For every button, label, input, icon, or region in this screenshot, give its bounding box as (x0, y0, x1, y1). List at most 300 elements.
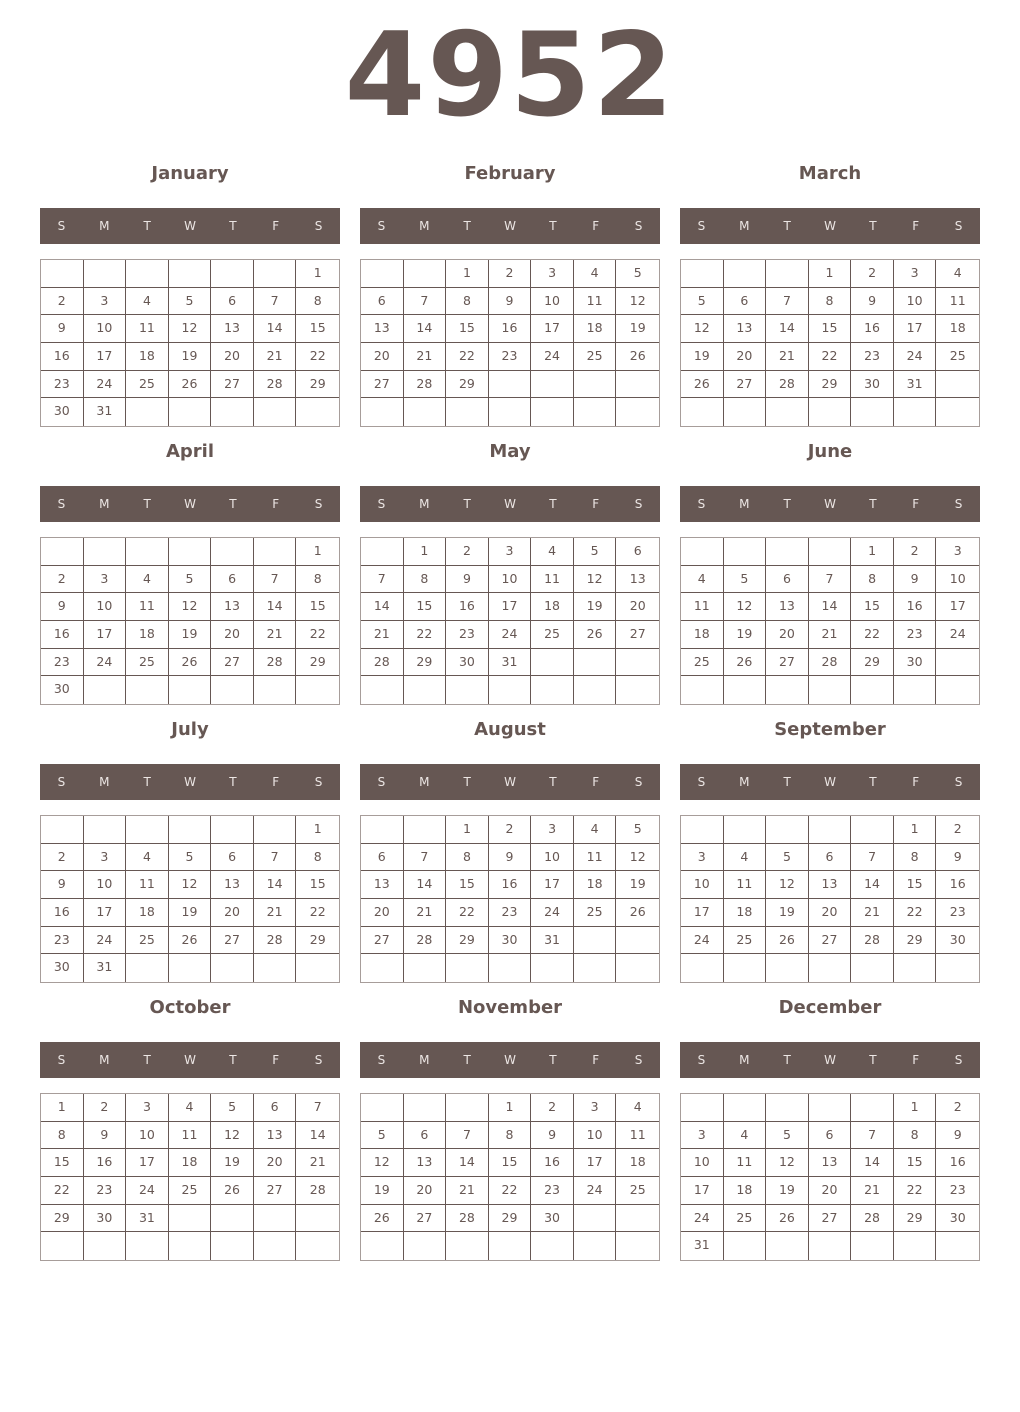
day-cell: 10 (84, 871, 127, 899)
day-cell: 16 (851, 315, 894, 343)
day-cell: 6 (211, 288, 254, 316)
empty-day-cell (936, 398, 979, 426)
day-cell: 21 (254, 343, 297, 371)
weekday-label: S (377, 775, 386, 789)
day-cell: 7 (404, 288, 447, 316)
day-cell: 1 (446, 260, 489, 288)
day-cell: 12 (211, 1122, 254, 1150)
day-cell: 22 (809, 343, 852, 371)
weekday-label: W (184, 497, 196, 511)
day-grid (360, 259, 660, 427)
day-cell: 22 (894, 1177, 937, 1205)
day-cell: 30 (894, 649, 937, 677)
weekday-label: T (869, 497, 877, 511)
day-cell: 7 (254, 288, 297, 316)
day-cell: 17 (84, 899, 127, 927)
month-title: September (774, 719, 886, 740)
day-cell: 14 (851, 1149, 894, 1177)
empty-day-cell (404, 1232, 447, 1260)
day-cell: 7 (404, 844, 447, 872)
day-cell: 26 (766, 927, 809, 955)
day-cell: 14 (766, 315, 809, 343)
day-cell: 17 (574, 1149, 617, 1177)
day-cell: 18 (681, 621, 724, 649)
day-cell: 18 (574, 871, 617, 899)
weekday-label: F (912, 219, 920, 233)
day-cell: 9 (489, 844, 532, 872)
day-cell: 18 (936, 315, 979, 343)
day-cell: 21 (851, 899, 894, 927)
day-cell: 10 (681, 871, 724, 899)
day-cell: 8 (809, 288, 852, 316)
day-cell: 5 (766, 844, 809, 872)
day-cell: 9 (531, 1122, 574, 1150)
day-cell: 10 (126, 1122, 169, 1150)
weekday-label: T (463, 497, 471, 511)
weekday-label: M (739, 219, 750, 233)
day-cell: 17 (126, 1149, 169, 1177)
day-cell: 29 (809, 371, 852, 399)
day-cell: 24 (84, 371, 127, 399)
day-cell: 2 (446, 538, 489, 566)
weekday-label: S (57, 1053, 66, 1067)
empty-day-cell (41, 816, 84, 844)
day-cell: 8 (404, 566, 447, 594)
day-cell: 30 (84, 1205, 127, 1233)
weekday-label: T (549, 219, 557, 233)
day-cell: 25 (936, 343, 979, 371)
day-cell: 4 (169, 1094, 212, 1122)
empty-day-cell (169, 398, 212, 426)
empty-day-cell (169, 538, 212, 566)
day-cell: 24 (894, 343, 937, 371)
empty-day-cell (254, 816, 297, 844)
day-cell: 21 (851, 1177, 894, 1205)
day-cell: 5 (766, 1122, 809, 1150)
day-cell: 21 (296, 1149, 339, 1177)
empty-day-cell (766, 816, 809, 844)
empty-day-cell (254, 1205, 297, 1233)
weekday-label: T (143, 497, 151, 511)
weekday-label: M (99, 497, 110, 511)
empty-day-cell (766, 538, 809, 566)
day-cell: 24 (84, 927, 127, 955)
weekday-label: M (99, 219, 110, 233)
day-cell: 8 (296, 844, 339, 872)
empty-day-cell (169, 260, 212, 288)
day-cell: 3 (681, 844, 724, 872)
day-cell: 7 (446, 1122, 489, 1150)
day-cell: 1 (894, 816, 937, 844)
day-cell: 11 (681, 593, 724, 621)
day-cell: 27 (404, 1205, 447, 1233)
day-cell: 29 (851, 649, 894, 677)
day-cell: 29 (404, 649, 447, 677)
weekday-label: S (377, 219, 386, 233)
day-cell: 31 (84, 954, 127, 982)
empty-day-cell (84, 816, 127, 844)
weekday-label: T (549, 1053, 557, 1067)
weekday-label: M (739, 775, 750, 789)
empty-day-cell (169, 676, 212, 704)
weekday-label: F (592, 497, 600, 511)
month-title: May (489, 441, 531, 462)
day-cell: 28 (809, 649, 852, 677)
empty-day-cell (254, 260, 297, 288)
day-cell: 22 (404, 621, 447, 649)
weekday-label: T (783, 497, 791, 511)
day-grid (680, 537, 980, 705)
empty-day-cell (361, 538, 404, 566)
day-cell: 25 (126, 927, 169, 955)
day-cell: 10 (574, 1122, 617, 1150)
day-cell: 30 (489, 927, 532, 955)
month-title: November (457, 997, 563, 1018)
empty-day-cell (574, 1205, 617, 1233)
weekday-label: S (377, 1053, 386, 1067)
day-cell: 8 (894, 1122, 937, 1150)
day-cell: 28 (296, 1177, 339, 1205)
year-title: 4952 (344, 8, 676, 143)
weekday-label: W (824, 497, 836, 511)
day-cell: 13 (211, 593, 254, 621)
day-cell: 14 (809, 593, 852, 621)
day-cell: 31 (531, 927, 574, 955)
day-cell: 27 (361, 927, 404, 955)
day-cell: 25 (126, 371, 169, 399)
month-title: July (171, 719, 209, 740)
weekday-label: F (272, 497, 280, 511)
weekday-header (40, 208, 340, 244)
empty-day-cell (681, 260, 724, 288)
day-cell: 12 (766, 1149, 809, 1177)
day-cell: 6 (211, 566, 254, 594)
day-grid (680, 259, 980, 427)
day-cell: 27 (254, 1177, 297, 1205)
day-cell: 2 (41, 288, 84, 316)
day-cell: 30 (41, 398, 84, 426)
day-cell: 24 (126, 1177, 169, 1205)
day-cell: 15 (296, 871, 339, 899)
day-cell: 19 (169, 343, 212, 371)
weekday-header (680, 1042, 980, 1078)
day-cell: 1 (296, 538, 339, 566)
empty-day-cell (724, 954, 767, 982)
weekday-label: M (99, 1053, 110, 1067)
day-cell: 15 (809, 315, 852, 343)
weekday-label: S (697, 497, 706, 511)
day-cell: 11 (936, 288, 979, 316)
day-cell: 2 (531, 1094, 574, 1122)
day-cell: 18 (169, 1149, 212, 1177)
day-cell: 5 (169, 288, 212, 316)
empty-day-cell (574, 649, 617, 677)
weekday-header (680, 764, 980, 800)
day-cell: 5 (574, 538, 617, 566)
weekday-label: T (143, 219, 151, 233)
day-cell: 6 (809, 1122, 852, 1150)
empty-day-cell (41, 1232, 84, 1260)
day-cell: 24 (936, 621, 979, 649)
day-cell: 3 (84, 566, 127, 594)
day-cell: 30 (446, 649, 489, 677)
empty-day-cell (851, 816, 894, 844)
day-cell: 13 (361, 871, 404, 899)
day-cell: 21 (404, 899, 447, 927)
empty-day-cell (531, 649, 574, 677)
day-cell: 12 (169, 593, 212, 621)
empty-day-cell (84, 538, 127, 566)
day-cell: 8 (296, 566, 339, 594)
weekday-label: W (824, 1053, 836, 1067)
empty-day-cell (254, 538, 297, 566)
day-cell: 6 (766, 566, 809, 594)
day-cell: 15 (489, 1149, 532, 1177)
day-cell: 13 (211, 315, 254, 343)
empty-day-cell (894, 954, 937, 982)
day-cell: 16 (531, 1149, 574, 1177)
day-cell: 14 (254, 315, 297, 343)
day-cell: 27 (766, 649, 809, 677)
day-cell: 23 (489, 343, 532, 371)
empty-day-cell (169, 954, 212, 982)
day-cell: 4 (936, 260, 979, 288)
weekday-label: F (912, 775, 920, 789)
empty-day-cell (211, 1205, 254, 1233)
day-cell: 29 (446, 927, 489, 955)
empty-day-cell (724, 538, 767, 566)
day-cell: 4 (616, 1094, 659, 1122)
empty-day-cell (489, 954, 532, 982)
empty-day-cell (254, 676, 297, 704)
day-cell: 18 (724, 1177, 767, 1205)
day-cell: 14 (404, 315, 447, 343)
day-cell: 2 (936, 1094, 979, 1122)
empty-day-cell (404, 676, 447, 704)
weekday-label: W (504, 775, 516, 789)
empty-day-cell (616, 927, 659, 955)
empty-day-cell (851, 954, 894, 982)
day-cell: 8 (446, 288, 489, 316)
day-cell: 8 (894, 844, 937, 872)
day-cell: 12 (169, 315, 212, 343)
empty-day-cell (254, 954, 297, 982)
day-cell: 17 (681, 1177, 724, 1205)
day-cell: 21 (766, 343, 809, 371)
day-cell: 10 (489, 566, 532, 594)
day-cell: 14 (404, 871, 447, 899)
day-cell: 20 (211, 343, 254, 371)
day-cell: 24 (489, 621, 532, 649)
empty-day-cell (126, 1232, 169, 1260)
month-title: December (778, 997, 882, 1018)
empty-day-cell (724, 1232, 767, 1260)
day-cell: 13 (361, 315, 404, 343)
day-cell: 20 (809, 1177, 852, 1205)
empty-day-cell (126, 954, 169, 982)
day-cell: 22 (446, 343, 489, 371)
day-cell: 24 (681, 1205, 724, 1233)
day-cell: 18 (574, 315, 617, 343)
weekday-label: S (634, 1053, 643, 1067)
day-cell: 11 (724, 871, 767, 899)
day-cell: 22 (296, 621, 339, 649)
day-grid (360, 537, 660, 705)
empty-day-cell (766, 1094, 809, 1122)
empty-day-cell (681, 1094, 724, 1122)
empty-day-cell (809, 538, 852, 566)
day-cell: 3 (894, 260, 937, 288)
day-cell: 5 (616, 816, 659, 844)
empty-day-cell (41, 260, 84, 288)
day-cell: 1 (489, 1094, 532, 1122)
day-cell: 2 (894, 538, 937, 566)
day-cell: 28 (254, 649, 297, 677)
day-cell: 24 (531, 343, 574, 371)
weekday-label: S (954, 497, 963, 511)
day-cell: 23 (489, 899, 532, 927)
day-cell: 20 (254, 1149, 297, 1177)
day-cell: 11 (126, 871, 169, 899)
day-cell: 4 (724, 844, 767, 872)
day-cell: 28 (851, 927, 894, 955)
day-cell: 4 (574, 260, 617, 288)
day-cell: 2 (851, 260, 894, 288)
empty-day-cell (681, 816, 724, 844)
day-cell: 27 (211, 927, 254, 955)
day-grid (40, 259, 340, 427)
empty-day-cell (361, 260, 404, 288)
day-cell: 28 (446, 1205, 489, 1233)
weekday-label: S (634, 219, 643, 233)
day-cell: 19 (681, 343, 724, 371)
day-cell: 7 (809, 566, 852, 594)
empty-day-cell (766, 676, 809, 704)
day-cell: 17 (681, 899, 724, 927)
day-cell: 7 (361, 566, 404, 594)
day-cell: 1 (809, 260, 852, 288)
day-grid (680, 815, 980, 983)
weekday-label: S (57, 775, 66, 789)
day-cell: 21 (361, 621, 404, 649)
empty-day-cell (851, 1232, 894, 1260)
weekday-label: S (697, 775, 706, 789)
day-cell: 11 (724, 1149, 767, 1177)
day-cell: 4 (574, 816, 617, 844)
day-cell: 18 (724, 899, 767, 927)
weekday-label: F (272, 1053, 280, 1067)
empty-day-cell (936, 1232, 979, 1260)
day-cell: 6 (254, 1094, 297, 1122)
day-cell: 6 (211, 844, 254, 872)
empty-day-cell (531, 954, 574, 982)
weekday-label: W (824, 775, 836, 789)
empty-day-cell (84, 260, 127, 288)
day-cell: 4 (531, 538, 574, 566)
day-cell: 21 (404, 343, 447, 371)
day-cell: 20 (361, 899, 404, 927)
day-cell: 6 (361, 288, 404, 316)
day-cell: 19 (169, 621, 212, 649)
day-cell: 13 (766, 593, 809, 621)
empty-day-cell (489, 371, 532, 399)
day-cell: 4 (126, 844, 169, 872)
day-cell: 15 (446, 315, 489, 343)
empty-day-cell (809, 816, 852, 844)
empty-day-cell (574, 398, 617, 426)
day-cell: 9 (936, 844, 979, 872)
empty-day-cell (296, 398, 339, 426)
day-cell: 7 (296, 1094, 339, 1122)
day-cell: 20 (766, 621, 809, 649)
weekday-label: T (229, 219, 237, 233)
empty-day-cell (681, 676, 724, 704)
day-cell: 10 (84, 593, 127, 621)
day-cell: 19 (211, 1149, 254, 1177)
day-cell: 21 (254, 621, 297, 649)
empty-day-cell (404, 816, 447, 844)
empty-day-cell (446, 954, 489, 982)
empty-day-cell (809, 398, 852, 426)
empty-day-cell (211, 260, 254, 288)
day-cell: 31 (126, 1205, 169, 1233)
month-title: August (474, 719, 546, 740)
day-cell: 16 (41, 343, 84, 371)
day-cell: 1 (404, 538, 447, 566)
day-cell: 29 (41, 1205, 84, 1233)
day-cell: 20 (211, 621, 254, 649)
day-cell: 25 (531, 621, 574, 649)
day-grid (40, 537, 340, 705)
day-cell: 24 (681, 927, 724, 955)
day-cell: 19 (361, 1177, 404, 1205)
day-cell: 17 (489, 593, 532, 621)
weekday-label: F (272, 219, 280, 233)
day-cell: 30 (41, 676, 84, 704)
day-cell: 9 (41, 871, 84, 899)
weekday-label: T (229, 1053, 237, 1067)
day-grid (40, 815, 340, 983)
day-grid (40, 1093, 340, 1261)
day-cell: 31 (894, 371, 937, 399)
empty-day-cell (446, 676, 489, 704)
day-cell: 15 (446, 871, 489, 899)
empty-day-cell (361, 954, 404, 982)
day-cell: 23 (41, 927, 84, 955)
day-cell: 5 (211, 1094, 254, 1122)
day-cell: 29 (296, 649, 339, 677)
day-cell: 17 (936, 593, 979, 621)
empty-day-cell (126, 676, 169, 704)
day-cell: 2 (41, 844, 84, 872)
day-cell: 11 (531, 566, 574, 594)
month-title: June (807, 441, 853, 462)
day-cell: 25 (724, 1205, 767, 1233)
day-cell: 14 (361, 593, 404, 621)
day-cell: 2 (489, 260, 532, 288)
weekday-label: F (592, 1053, 600, 1067)
day-cell: 19 (574, 593, 617, 621)
day-cell: 28 (254, 927, 297, 955)
day-cell: 14 (446, 1149, 489, 1177)
day-cell: 15 (851, 593, 894, 621)
day-cell: 10 (531, 844, 574, 872)
day-cell: 15 (296, 593, 339, 621)
day-cell: 17 (84, 343, 127, 371)
weekday-label: S (314, 775, 323, 789)
empty-day-cell (894, 676, 937, 704)
day-cell: 25 (616, 1177, 659, 1205)
